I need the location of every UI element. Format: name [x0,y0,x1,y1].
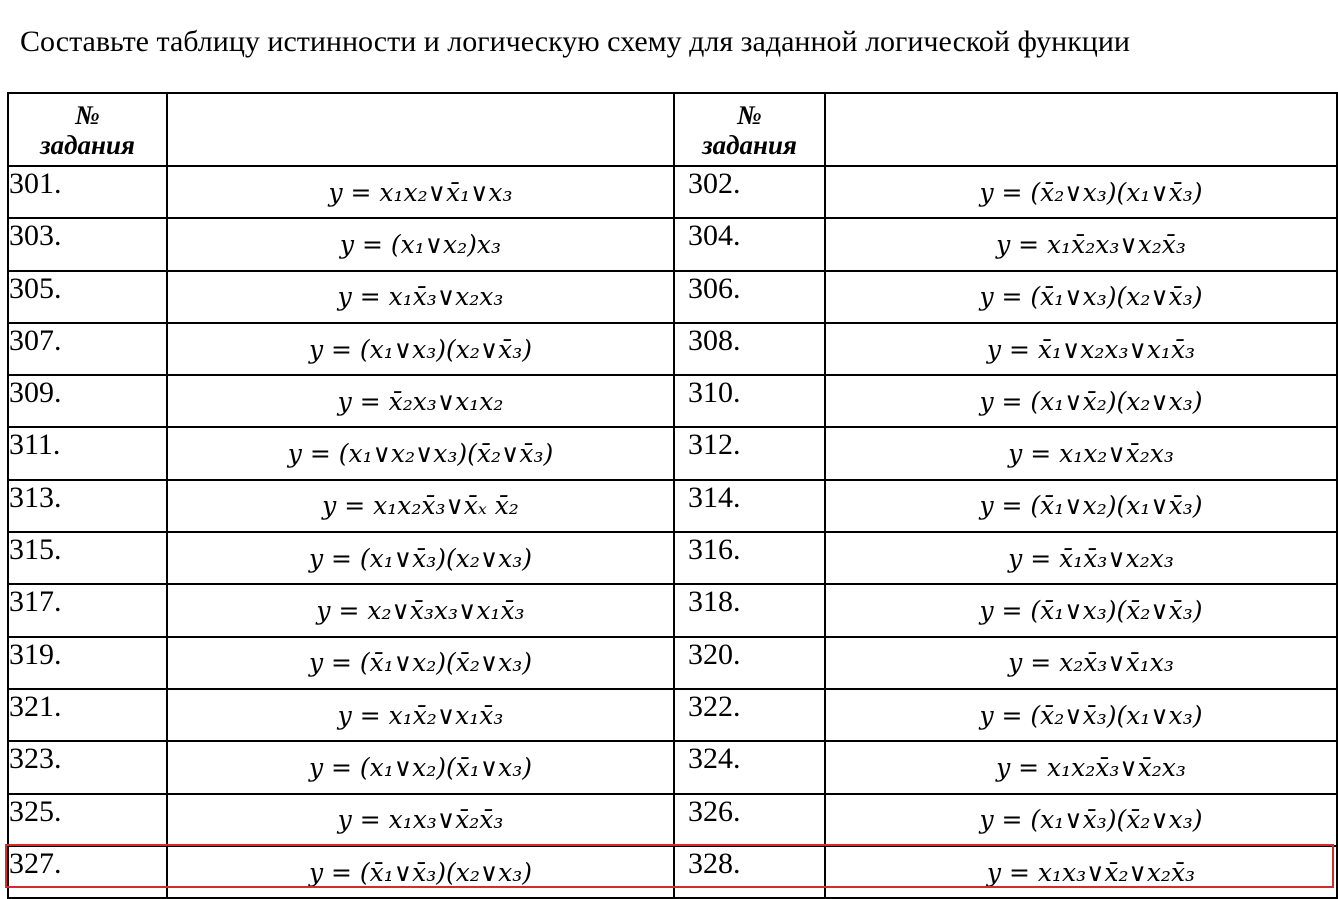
table-row [8,532,1337,584]
page-title: Составьте таблицу истинности и логическую схему для заданной логической функции [20,25,1130,58]
task-number: 303. [8,218,167,270]
task-number: 318. [674,584,825,636]
table-row [8,794,1337,846]
task-number: 301. [8,166,167,218]
table-row [8,271,1337,323]
task-function: y = x₁x₃∨x̄₂x̄₃ [167,794,674,846]
task-number: 320. [674,637,825,689]
task-function: y = (x₁∨x₃)(x₂∨x̄₃) [167,323,674,375]
task-number: 311. [8,427,167,479]
header-task-number-right [674,93,825,166]
task-number: 327. [8,846,167,898]
table-row [8,323,1337,375]
task-number: 315. [8,532,167,584]
table-row [8,375,1337,427]
table-row [8,427,1337,479]
task-number: 321. [8,689,167,741]
task-number: 308. [674,323,825,375]
task-function: y = x₁x₂x̄₃∨x̄ₓ x̄₂ [167,480,674,532]
task-number: 306. [674,271,825,323]
task-number: 319. [8,637,167,689]
task-function: y = x₂x̄₃∨x̄₁x₃ [825,637,1337,689]
task-function: y = (x̄₁∨x₃)(x̄₂∨x̄₃) [825,584,1337,636]
task-function: y = (x₁∨x₂)(x̄₁∨x₃) [167,741,674,793]
task-number: 305. [8,271,167,323]
task-function: y = (x̄₁∨x₂)(x₁∨x̄₃) [825,480,1337,532]
task-function: y = (x̄₁∨x₃)(x₂∨x̄₃) [825,271,1337,323]
header-number-word: задания [40,129,135,160]
table-row [8,741,1337,793]
task-number: 304. [674,218,825,270]
task-number: 313. [8,480,167,532]
task-number: 325. [8,794,167,846]
task-function: y = (x̄₂∨x̄₃)(x₁∨x₃) [825,689,1337,741]
task-function: y = (x̄₂∨x₃)(x₁∨x̄₃) [825,166,1337,218]
task-number: 323. [8,741,167,793]
task-function: y = x̄₁x̄₃∨x₂x₃ [825,532,1337,584]
table-row [8,166,1337,218]
task-function: y = x₁x₃∨x̄₂∨x₂x̄₃ [825,846,1337,898]
tasks-table [7,92,1338,899]
header-task-number-left [8,93,167,166]
task-function: y = x̄₂x₃∨x₁x₂ [167,375,674,427]
task-number: 309. [8,375,167,427]
task-number: 324. [674,741,825,793]
task-number: 326. [674,794,825,846]
task-number: 307. [8,323,167,375]
table-row [8,584,1337,636]
task-function: y = x₁x̄₂∨x₁x̄₃ [167,689,674,741]
task-number: 317. [8,584,167,636]
task-function: y = (x₁∨x₂)x₃ [167,218,674,270]
task-function: y = x₁x₂∨x̄₁∨x₃ [167,166,674,218]
task-function: y = (x̄₁∨x̄₃)(x₂∨x₃) [167,846,674,898]
task-number: 302. [674,166,825,218]
table-row [8,480,1337,532]
header-number-symbol: № [75,99,100,130]
task-number: 322. [674,689,825,741]
task-number: 314. [674,480,825,532]
task-number: 310. [674,375,825,427]
task-function: y = x₁x̄₂x₃∨x₂x̄₃ [825,218,1337,270]
tasks-table-body [8,93,1337,898]
header-number-symbol: № [737,99,762,130]
task-function: y = (x̄₁∨x₂)(x̄₂∨x₃) [167,637,674,689]
task-number: 328. [674,846,825,898]
header-number-word: задания [702,129,797,160]
task-function: y = (x₁∨x̄₂)(x₂∨x₃) [825,375,1337,427]
table-row [8,846,1337,898]
task-function: y = (x₁∨x̄₃)(x₂∨x₃) [167,532,674,584]
header-function-left [167,93,674,166]
task-function: y = x₁x̄₃∨x₂x₃ [167,271,674,323]
task-function: y = (x₁∨x̄₃)(x̄₂∨x₃) [825,794,1337,846]
header-function-right [825,93,1337,166]
task-function: y = x₁x₂x̄₃∨x̄₂x₃ [825,741,1337,793]
table-row [8,218,1337,270]
table-row [8,689,1337,741]
task-function: y = x̄₁∨x₂x₃∨x₁x̄₃ [825,323,1337,375]
task-function: y = x₂∨x̄₃x₃∨x₁x̄₃ [167,584,674,636]
table-header-row [8,93,1337,166]
task-number: 316. [674,532,825,584]
task-function: y = x₁x₂∨x̄₂x₃ [825,427,1337,479]
task-number: 312. [674,427,825,479]
table-row [8,637,1337,689]
task-function: y = (x₁∨x₂∨x₃)(x̄₂∨x̄₃) [167,427,674,479]
